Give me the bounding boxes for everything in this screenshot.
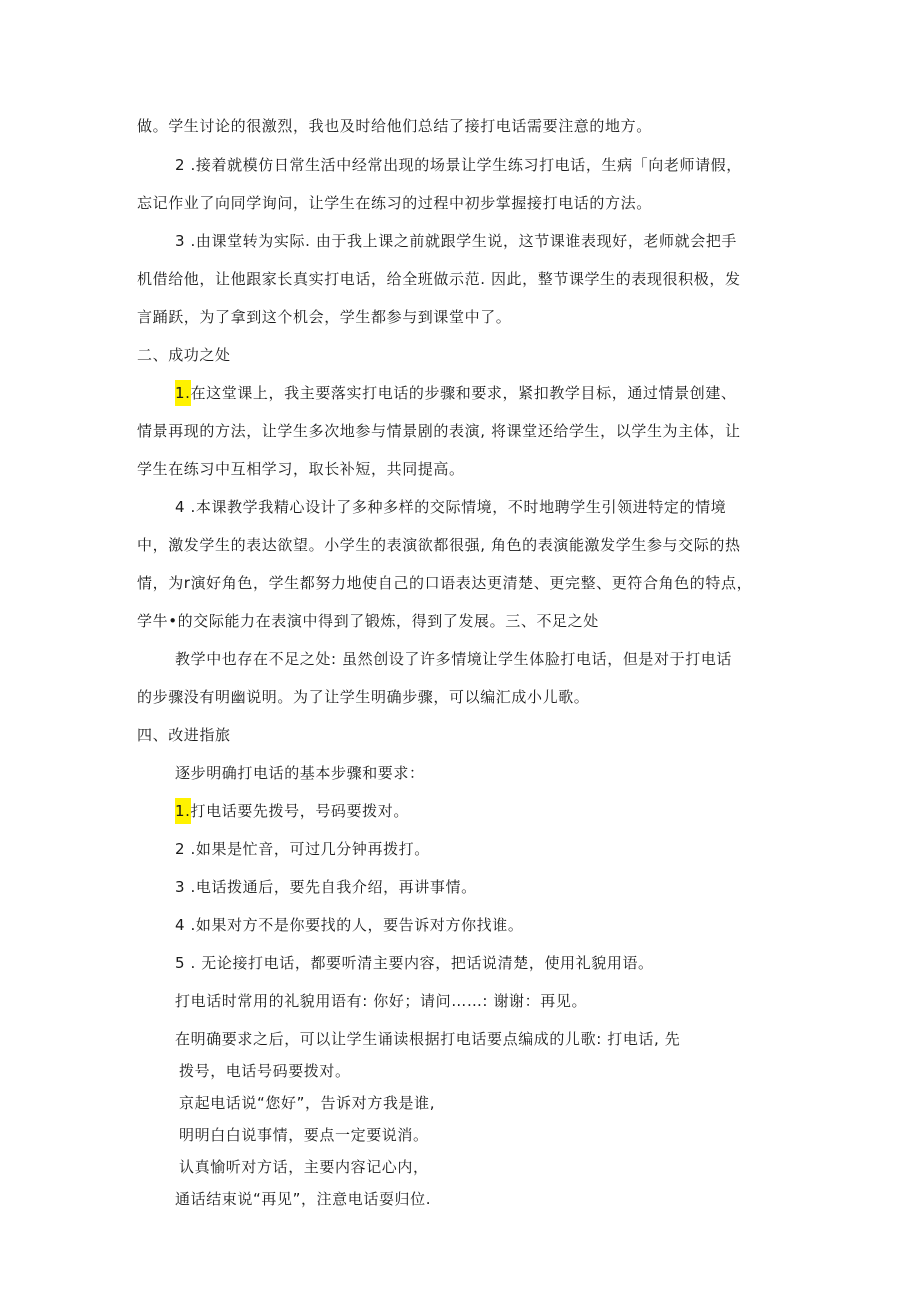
poem-line: 拨号，电话号码要拨对。 [179,1062,351,1080]
list-item: 4 .如果对方不是你要找的人，要告诉对方你找谁。 [175,916,524,934]
paragraph-line: 做。学生讨论的很激烈，我也及时给他们总结了接打电话需要注意的地方。 [137,117,652,135]
paragraph-line: 打电话时常用的礼貌用语有: 你好；请问……: 谢谢：再见。 [175,992,588,1010]
list-item [175,801,409,821]
poem-line: 通话结束说“再见”，注意电话耍归位. [175,1190,432,1208]
paragraph-line: 机借给他，让他跟家长真实打电话，给全班做示范. 因此，整节课学生的表现很积极，发 [137,270,741,288]
section-heading: 二、成功之处 [137,346,231,364]
list-item-text: 打电话要先拨号，号码要拨对。 [190,802,409,820]
paragraph-line: 忘记作业了向同学询问，让学生在练习的过程中初步掌握接打电话的方法。 [137,194,652,212]
paragraph-line: 4 .本课教学我精心设计了多种多样的交际情境，不时地聘学生引领进特定的情境 [175,498,727,516]
poem-line: 认真愉听对方话，主要内容记心内， [179,1158,429,1176]
paragraph-line [175,383,737,403]
section-heading: 四、改进指旅 [137,726,231,744]
paragraph-line: 逐步明确打电话的基本步骤和要求： [175,764,425,782]
paragraph-line: 学生在练习中互相学习，取长补短，共同提高。 [137,460,465,478]
paragraph-line: 情，为r演好角色，学生都努力地使自己的口语表达更清楚、更完整、更符合角色的特点， [137,574,753,592]
paragraph-text: 在这堂课上，我主要落实打电话的步骤和要求，紧扣教学目标，通过情景创建、 [190,384,737,402]
paragraph-line: 中，激发学生的表达欲望。小学生的表演欲都很强, 角色的表演能激发学生参与交际的热 [137,536,741,554]
paragraph-line: 教学中也存在不足之处: 虽然创设了许多情境让学生体脸打电话，但是对于打电话 [175,650,733,668]
paragraph-line: 3 .由课堂转为实际. 由于我上课之前就跟学生说，这节课谁表现好，老师就会把手 [175,232,738,250]
poem-line: 京起电话说“您好”，告诉对方我是谁, [179,1094,436,1112]
list-item: 2 .如果是忙音，可过几分钟再拨打。 [175,840,430,858]
paragraph-line: 情景再现的方法，让学生多次地参与情景剧的表演, 将课堂还给学生，以学生为主体，让 [137,422,741,440]
paragraph-line: 2 .接着就模仿日常生活中经常出现的场景让学生练习打电话，生病「向老师请假， [175,156,742,174]
paragraph-line: 的步骤没有明幽说明。为了让学生明确步骤，可以编汇成小儿歌。 [137,688,590,706]
paragraph-line: 言踊跃，为了拿到这个机会，学生都参与到课堂中了。 [137,308,512,326]
highlighted-list-marker: 1. [175,380,191,406]
paragraph-line: 在明确要求之后，可以让学生诵读根据打电话要点编成的儿歌: 打电话, 先 [175,1030,681,1048]
paragraph-line: 学牛•的交际能力在表演中得到了锻炼，得到了发展。三、不足之处 [137,612,599,630]
poem-line: 明明白白说事情，要点一定要说消。 [179,1126,429,1144]
list-item: 3 .电话拨通后，要先自我介绍，再讲事情。 [175,878,477,896]
list-item: 5 . 无论接打电话，都要听清主要内容，把话说清楚，使用礼貌用语。 [175,954,654,972]
highlighted-list-marker: 1. [175,798,191,824]
